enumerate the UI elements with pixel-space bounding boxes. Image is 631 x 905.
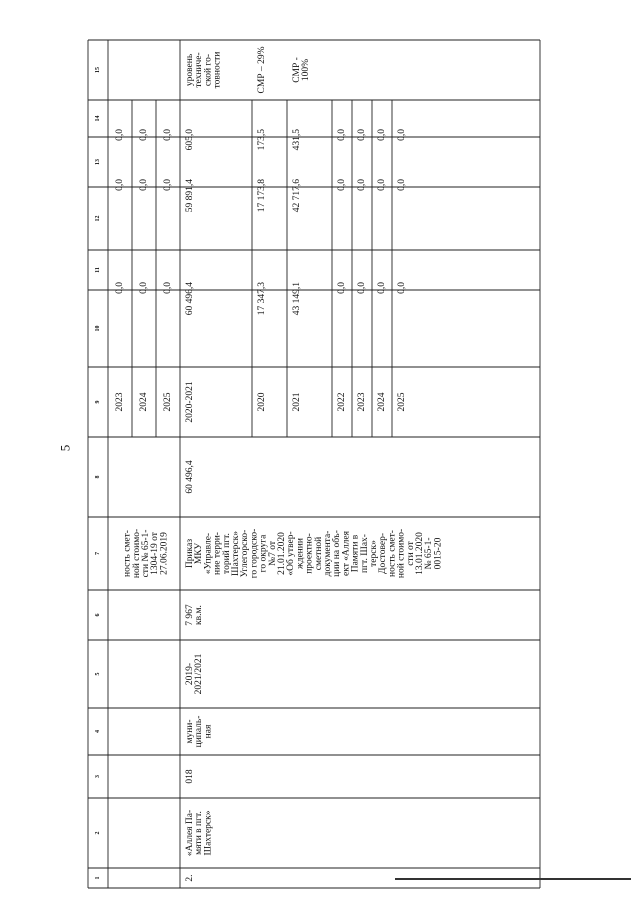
- row2-object-name-line: «Аллея Па-: [185, 809, 195, 857]
- row2-col13: [292, 129, 302, 151]
- column-header-9: [95, 401, 101, 404]
- column-header-10: [95, 326, 101, 332]
- page-number: 5: [57, 444, 73, 452]
- row2-col10: [292, 282, 302, 316]
- row2-period: [185, 653, 204, 694]
- cont-year: [139, 392, 149, 411]
- row2-col12: [185, 179, 195, 213]
- row2-document-line: ект «Аллея: [341, 531, 352, 576]
- row2-col13-line: 0,0: [397, 129, 407, 141]
- column-header-1: [95, 877, 101, 880]
- column-header-2-line: 2: [95, 831, 101, 835]
- row2-document-line: ние терри-: [212, 532, 223, 575]
- row2-document-line: го округа: [258, 534, 269, 573]
- row2-total-line: 60 496,4: [185, 460, 195, 494]
- row2-col10: [377, 282, 387, 294]
- row2-document-line: «Об утвер-: [286, 531, 297, 576]
- row2-year-line: 2020: [257, 392, 267, 412]
- cont-col10-line: 0,0: [115, 282, 125, 294]
- row2-number-line: 2.: [185, 874, 195, 882]
- cont-col13-line: 0,0: [163, 129, 173, 141]
- row2-year: [337, 392, 347, 411]
- row2-col10-line: 43 149,1: [292, 282, 302, 316]
- row2-col10-line: 0,0: [337, 282, 347, 294]
- row2-col10-line: 17 347,3: [257, 282, 267, 316]
- row2-col12-line: 0,0: [397, 179, 407, 191]
- cont-col12: [163, 179, 173, 191]
- row2-total: [185, 460, 195, 494]
- cont-col13-line: 0,0: [115, 129, 125, 141]
- row2-col10-line: 0,0: [397, 282, 407, 294]
- row2-year-line: 2020-2021: [185, 381, 195, 423]
- row2-year: [397, 392, 407, 411]
- cont-col10: [163, 282, 173, 294]
- column-header-7-line: 7: [95, 552, 101, 555]
- row2-year: [357, 392, 367, 411]
- row2-object-name-line: Шахтерск»: [203, 810, 214, 856]
- continuation-doc-text-line: ной стоимо-: [131, 528, 142, 579]
- row2-col15: [257, 46, 267, 93]
- row2-ownership-line: ципаль-: [194, 715, 205, 748]
- row2-document-line: МКУ: [194, 542, 205, 565]
- row2-col12-line: 59 891,4: [185, 179, 195, 213]
- row2-document-line: № 65-1-: [424, 537, 435, 570]
- row2-year: [377, 392, 387, 411]
- column-header-13: [95, 159, 101, 165]
- row2-col15-line: 100%: [301, 58, 312, 82]
- row2-number: [185, 874, 195, 881]
- row2-col13: [357, 129, 367, 141]
- row2-year-line: 2021: [292, 392, 302, 412]
- cont-col12-line: 0,0: [139, 179, 149, 191]
- cont-col13: [115, 129, 125, 141]
- cont-year: [163, 392, 173, 411]
- row2-year: [257, 392, 267, 411]
- row2-capacity: [185, 604, 204, 626]
- row2-document-line: 21.01.2020: [277, 532, 287, 575]
- row2-ownership: [185, 716, 213, 748]
- row2-document-line: сметной: [313, 536, 324, 571]
- cont-col13-line: 0,0: [139, 129, 149, 141]
- row2-period-line: 2021/2021: [194, 653, 205, 695]
- column-header-5-line: 5: [95, 672, 101, 676]
- column-header-9-line: 9: [95, 400, 101, 404]
- cont-col13: [163, 129, 173, 141]
- row2-document: [185, 529, 443, 579]
- cont-col10-line: 0,0: [139, 282, 149, 294]
- row2-col13: [185, 129, 195, 151]
- scan-edge-line: [395, 878, 631, 880]
- row2-year-line: 2025: [397, 392, 407, 412]
- row2-col15-line: ской го-: [203, 53, 214, 87]
- cont-col13: [139, 129, 149, 141]
- row2-document-line: торий пгт.: [221, 533, 232, 574]
- row2-col10: [185, 282, 195, 316]
- column-header-4-line: 4: [95, 730, 101, 733]
- row2-document-line: терск»: [369, 540, 379, 567]
- row2-col12: [257, 179, 267, 213]
- row2-col13: [397, 129, 407, 141]
- row2-col13: [257, 129, 267, 151]
- row2-object-name: [185, 810, 213, 856]
- cont-year-line: 2025: [163, 392, 173, 412]
- row2-ownership-line: ная: [203, 724, 214, 739]
- cont-col12: [115, 179, 125, 191]
- row2-col10: [357, 282, 367, 294]
- column-header-11-line: 11: [95, 267, 101, 273]
- row2-document-line: Памяти в: [350, 534, 361, 573]
- row2-col13-line: 0,0: [377, 129, 387, 141]
- row2-col15-line: техниче-: [194, 52, 205, 88]
- continuation-doc-text-line: сти № 65-1-: [141, 529, 151, 578]
- row2-col10-line: 60 496,4: [185, 282, 195, 316]
- continuation-doc-text-line: 1304-19 от: [150, 532, 161, 575]
- column-header-4: [95, 730, 101, 733]
- row2-col15: [185, 52, 223, 89]
- column-header-2: [95, 832, 101, 835]
- column-header-12-line: 12: [95, 215, 101, 222]
- cont-year: [115, 392, 125, 411]
- row2-object-name-line: мяти в пгт.: [194, 811, 205, 855]
- row2-col13-line: 431,5: [292, 129, 302, 151]
- continuation-doc-text: [123, 529, 170, 578]
- column-header-1-line: 1: [95, 876, 101, 880]
- row2-document-line: ждении: [295, 538, 306, 569]
- column-header-7: [95, 552, 101, 555]
- column-header-5: [95, 673, 101, 676]
- row2-document-line: Приказ: [185, 538, 196, 569]
- row2-col15-line: товности: [212, 51, 223, 89]
- row2-document-line: ной стоимо-: [396, 528, 407, 579]
- row2-document-line: документа-: [323, 530, 333, 577]
- cont-col10: [139, 282, 149, 294]
- row2-document-line: ность смет-: [387, 530, 398, 577]
- row2-year-line: 2023: [357, 392, 367, 412]
- row2-col12: [357, 179, 367, 191]
- cont-col12: [139, 179, 149, 191]
- row2-capacity-line: кв.м.: [194, 605, 205, 625]
- row2-col13-line: 0,0: [357, 129, 367, 141]
- column-header-12: [95, 216, 101, 222]
- row2-col15-line: СМР – 29%: [257, 46, 267, 94]
- row2-col12-line: 17 173,8: [257, 179, 267, 213]
- cont-col12-line: 0,0: [115, 179, 125, 191]
- row2-col12-line: 0,0: [377, 179, 387, 191]
- row2-col15-line: СМР -: [292, 57, 302, 83]
- row2-year: [185, 381, 195, 422]
- row2-col12: [292, 179, 302, 213]
- row2-year-line: 2022: [337, 392, 347, 412]
- row2-document-line: 0015-20: [433, 537, 444, 570]
- row2-col12-line: 0,0: [337, 179, 347, 191]
- row2-col13-line: 605,0: [185, 129, 195, 151]
- column-header-11: [95, 267, 101, 273]
- row2-document-line: Углегорско-: [240, 529, 251, 578]
- column-header-13-line: 13: [95, 159, 101, 165]
- column-header-6-line: 6: [95, 613, 101, 617]
- row2-col12-line: 0,0: [357, 179, 367, 191]
- row2-col10-line: 0,0: [357, 282, 367, 294]
- row2-col10: [257, 282, 267, 316]
- column-header-15: [95, 67, 101, 73]
- row2-document-line: №7 от: [267, 541, 278, 566]
- row2-col15: [292, 57, 311, 83]
- row2-col15-line: уровень: [185, 53, 195, 87]
- row2-document-line: проектно-: [304, 533, 315, 574]
- row2-document-line: пгт. Шах-: [359, 534, 370, 573]
- row2-col12-line: 42 717,6: [292, 179, 302, 213]
- row2-year-line: 2024: [377, 392, 387, 412]
- row2-col13: [377, 129, 387, 141]
- row2-col10: [397, 282, 407, 294]
- row2-document-line: 13.01.2020: [415, 532, 425, 575]
- row2-document-line: «Управле-: [203, 532, 214, 575]
- column-header-14: [95, 116, 101, 122]
- continuation-doc-text-line: ность смет-: [122, 530, 133, 577]
- cont-col10-line: 0,0: [163, 282, 173, 294]
- column-header-15-line: 15: [95, 67, 101, 73]
- column-header-8-line: 8: [95, 475, 101, 479]
- cont-col12-line: 0,0: [163, 179, 173, 191]
- cont-year-line: 2024: [139, 392, 149, 412]
- column-header-3-line: 3: [95, 775, 101, 778]
- row2-col10: [337, 282, 347, 294]
- row2-col12: [377, 179, 387, 191]
- row2-capacity-line: 7 967: [185, 604, 195, 626]
- row2-col13-line: 173,5: [257, 129, 267, 151]
- column-header-8: [95, 476, 101, 479]
- column-header-10-line: 10: [95, 325, 101, 332]
- cont-col10: [115, 282, 125, 294]
- row2-col12: [337, 179, 347, 191]
- row2-document-line: го городско-: [249, 528, 260, 579]
- row2-col13-line: 0,0: [337, 129, 347, 141]
- row2-document-line: Шахтерск»: [231, 530, 242, 577]
- row2-code: [185, 769, 195, 784]
- row2-col12: [397, 179, 407, 191]
- continuation-doc-text-line: 27.06.2019: [159, 532, 170, 575]
- row2-col13: [337, 129, 347, 141]
- row2-period-line: 2019-: [185, 662, 195, 686]
- row2-year: [292, 392, 302, 411]
- row2-col10-line: 0,0: [377, 282, 387, 294]
- column-header-14-line: 14: [95, 115, 101, 122]
- row2-ownership-line: муни-: [185, 719, 195, 744]
- row2-code-line: 018: [185, 769, 195, 784]
- cont-year-line: 2023: [115, 392, 125, 412]
- column-header-6: [95, 614, 101, 617]
- column-header-3: [95, 775, 101, 778]
- row2-document-line: сти от: [405, 541, 416, 566]
- row2-document-line: ции на объ-: [332, 530, 343, 577]
- row2-document-line: Достовер-: [378, 532, 389, 575]
